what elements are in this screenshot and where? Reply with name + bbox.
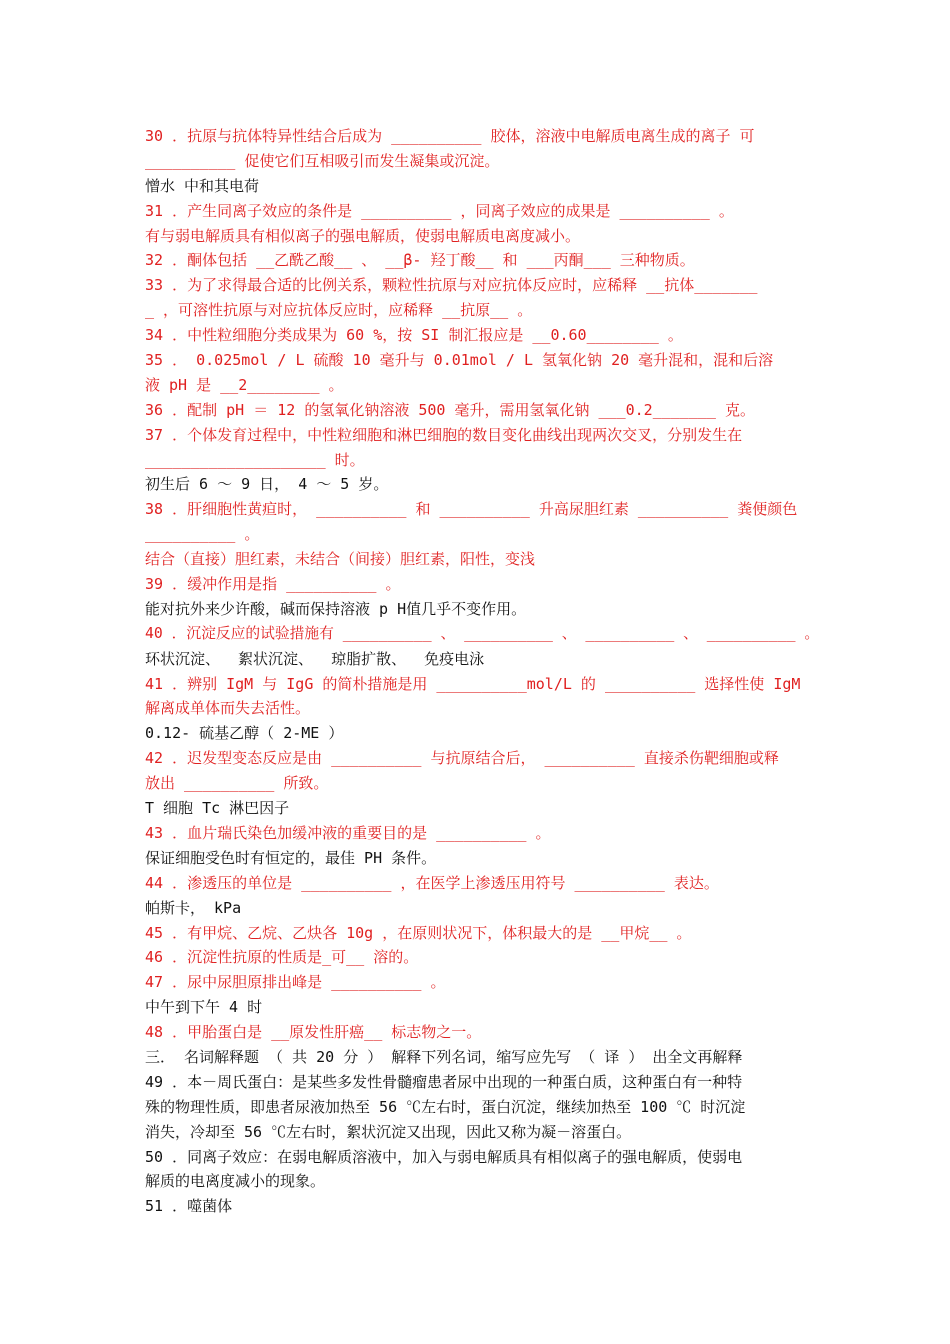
answer-line: 能对抗外来少许酸，碱而保持溶液 p H值几乎不变作用。 [145, 599, 527, 618]
question-line: 32 ．酮体包括 __乙酰乙酸__ 、 __β- 羟丁酸__ 和 ___丙酮___ 三种物质。 [145, 251, 695, 270]
question-line: 解离成单体而失去活性。 [145, 699, 311, 718]
question-line: 30 ．抗原与抗体特异性结合后成为 __________ 胶体，溶液中电解质电离生成的离子 可 [145, 127, 755, 145]
answer-line: T 细胞 Tc 淋巴因子 [145, 799, 290, 818]
question-line: 33 ．为了求得最合适的比例关系，颗粒性抗原与对应抗体反应时，应稀释 __抗体_______ [145, 276, 758, 295]
answer-line: 环状沉淀、 絮状沉淀、 琼脂扩散、 免疫电泳 [145, 649, 485, 668]
question-line: 34 ．中性粒细胞分类成果为 60 %，按 SI 制汇报应是 __0.60________ 。 [145, 326, 683, 345]
question-line: 有与弱电解质具有相似离子的强电解质，使弱电解质电离度减小。 [145, 226, 581, 245]
question-line: 40 ．沉淀反应的试验措施有 __________ 、 __________ 、 __________ 、 __________ 。 [145, 624, 820, 642]
question-line: 39 ．缓冲作用是指 __________ 。 [145, 575, 401, 594]
answer-line: 消失，冷却至 56 ℃左右时，絮状沉淀又出现，因此又称为凝－溶蛋白。 [145, 1122, 632, 1141]
question-line: 48 ．甲胎蛋白是 __原发性肝癌__ 标志物之一。 [145, 1023, 482, 1042]
question-line: _ ，可溶性抗原与对应抗体反应时，应稀释 __抗原__ 。 [145, 301, 533, 320]
question-line: 液 pH 是 __2________ 。 [145, 375, 344, 394]
question-line: __________ 促使它们互相吸引而发生凝集或沉淀。 [145, 151, 500, 170]
answer-line: 憎水 中和其电荷 [145, 176, 260, 195]
answer-line: 0.12- 硫基乙醇（ 2-ME ） [145, 724, 344, 743]
answer-line: 帕斯卡， kPa [145, 898, 242, 917]
question-line: __________ 。 [145, 525, 260, 544]
question-line: 36 ．配制 pH ＝ 12 的氢氧化钠溶液 500 毫升，需用氢氧化钠 ___0.2_______ 克。 [145, 400, 755, 419]
question-line: 放出 __________ 所致。 [145, 774, 329, 793]
question-line: 47 ．尿中尿胆原排出峰是 __________ 。 [145, 973, 446, 992]
answer-line: 49 ．本－周氏蛋白：是某些多发性骨髓瘤患者尿中出现的一种蛋白质，这种蛋白有一种特 [145, 1072, 743, 1091]
question-line: ____________________ 时。 [145, 450, 365, 469]
answer-line: 三． 名词解释题 （ 共 20 分 ） 解释下列名词，缩写应先写 （ 译 ） 出全文再解释 [145, 1047, 743, 1066]
answer-line: 50 ．同离子效应：在弱电解质溶液中，加入与弱电解质具有相似离子的强电解质，使弱电 [145, 1147, 743, 1166]
question-line: 31 ．产生同离子效应的条件是 __________ ，同离子效应的成果是 __________ 。 [145, 201, 734, 220]
question-line: 43 ．血片瑞氏染色加缓冲液的重要目的是 __________ 。 [145, 823, 551, 842]
answer-line: 初生后 6 ～ 9 日， 4 ～ 5 岁。 [145, 475, 389, 494]
answer-line: 中午到下午 4 时 [145, 998, 263, 1017]
question-line: 结合（直接）胆红素，未结合（间接）胆红素，阳性，变浅 [145, 550, 536, 569]
question-line: 35 ． 0.025mol / L 硫酸 10 毫升与 0.01mol / L 氢氧化钠 20 毫升混和，混和后溶 [145, 351, 774, 370]
question-line: 42 ．迟发型变态反应是由 __________ 与抗原结合后， __________ 直接杀伤靶细胞或释 [145, 749, 779, 768]
question-line: 38 ．肝细胞性黄疸时， __________ 和 __________ 升高尿胆红素 __________ 粪便颜色 [145, 500, 798, 519]
question-line: 37 ．个体发育过程中，中性粒细胞和淋巴细胞的数目变化曲线出现两次交叉，分别发生在 [145, 425, 743, 444]
question-line: 41 ．辨别 IgM 与 IgG 的简朴措施是用 __________mol/L 的 __________ 选择性使 IgM [145, 674, 801, 693]
question-line: 45 ．有甲烷、乙烷、乙炔各 10g ，在原则状况下，体积最大的是 __甲烷__ 。 [145, 923, 692, 942]
question-line: 46 ．沉淀性抗原的性质是_可__ 溶的。 [145, 948, 419, 967]
answer-line: 保证细胞受色时有恒定的，最佳 PH 条件。 [145, 848, 437, 867]
answer-line: 51 ．噬菌体 [145, 1197, 233, 1216]
question-line: 44 ．渗透压的单位是 __________ ，在医学上渗透压用符号 __________ 表达。 [145, 873, 719, 892]
document-body [145, 124, 825, 1219]
answer-line: 解质的电离度减小的现象。 [145, 1172, 326, 1191]
answer-line: 殊的物理性质，即患者尿液加热至 56 ℃左右时，蛋白沉淀，继续加热至 100 ℃ 时沉淀 [145, 1097, 746, 1116]
